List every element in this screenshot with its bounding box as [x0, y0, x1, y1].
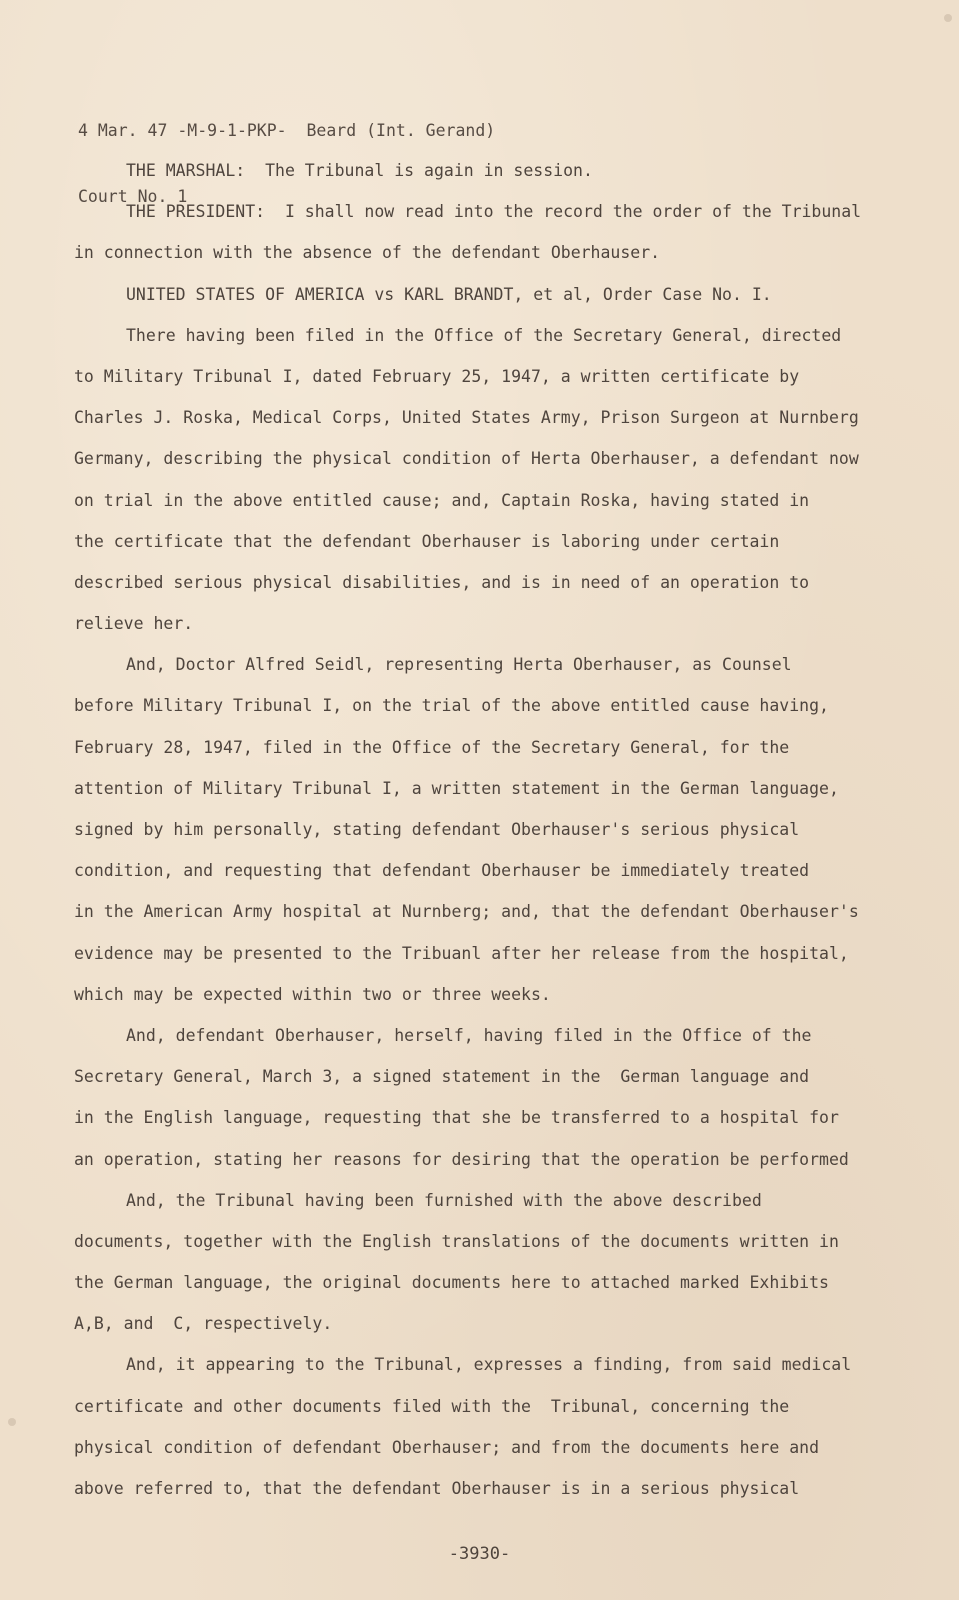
- transcript-line: in the English language, requesting that she be transferred to a hospital for: [74, 1108, 839, 1128]
- punch-mark: [8, 1418, 16, 1426]
- transcript-line: to Military Tribunal I, dated February 25, 1947, a written certificate by: [74, 366, 800, 386]
- transcript-line: described serious physical disabilities, and is in need of an operation to: [74, 572, 810, 592]
- transcript-line: And, Doctor Alfred Seidl, representing Herta Oberhauser, as Counsel: [126, 655, 792, 675]
- transcript-line: the certificate that the defendant Oberhauser is laboring under certain: [74, 531, 780, 551]
- transcript-line: condition, and requesting that defendant Oberhauser be immediately treated: [74, 861, 810, 881]
- transcript-line: certificate and other documents filed with the Tribunal, concerning the: [74, 1396, 790, 1416]
- page-number: -3930-: [448, 1544, 511, 1564]
- transcript-body: [74, 150, 884, 1509]
- transcript-line: UNITED STATES OF AMERICA vs KARL BRANDT, et al, Order Case No. I.: [126, 284, 772, 304]
- transcript-line: physical condition of defendant Oberhauser; and from the documents here and: [74, 1437, 820, 1457]
- punch-mark: [944, 14, 952, 22]
- transcript-line: the German language, the original documents here to attached marked Exhibits: [74, 1273, 829, 1293]
- transcript-line: an operation, stating her reasons for desiring that the operation be performed: [74, 1149, 849, 1169]
- transcript-line: Charles J. Roska, Medical Corps, United States Army, Prison Surgeon at Nurnberg: [74, 408, 859, 428]
- transcript-line: There having been filed in the Office of the Secretary General, directed: [126, 325, 842, 345]
- transcript-line: THE PRESIDENT: I shall now read into the record the order of the Tribunal: [126, 202, 862, 222]
- transcript-line: documents, together with the English translations of the documents written in: [74, 1231, 839, 1251]
- transcript-line: And, defendant Oberhauser, herself, having filed in the Office of the: [126, 1025, 812, 1045]
- transcript-line: on trial in the above entitled cause; and, Captain Roska, having stated in: [74, 490, 810, 510]
- transcript-line: And, it appearing to the Tribunal, expresses a finding, from said medical: [126, 1355, 852, 1375]
- transcript-line: Germany, describing the physical condition of Herta Oberhauser, a defendant now: [74, 449, 859, 469]
- transcript-line: which may be expected within two or three weeks.: [74, 984, 551, 1004]
- transcript-line: And, the Tribunal having been furnished with the above described: [126, 1190, 762, 1210]
- transcript-line: before Military Tribunal I, on the trial of the above entitled cause having,: [74, 696, 829, 716]
- transcript-line: Secretary General, March 3, a signed statement in the German language and: [74, 1067, 810, 1087]
- transcript-line: in connection with the absence of the defendant Oberhauser.: [74, 243, 661, 263]
- transcript-line: signed by him personally, stating defendant Oberhauser's serious physical: [74, 820, 800, 839]
- transcript-line: evidence may be presented to the Tribuanl after her release from the hospital,: [74, 943, 849, 963]
- transcript-line: attention of Military Tribunal I, a written statement in the German language,: [74, 778, 839, 798]
- transcript-line: A,B, and C, respectively.: [74, 1314, 333, 1334]
- header-date-line: 4 Mar. 47 -M-9-1-PKP- Beard (Int. Gerand): [78, 121, 496, 140]
- transcript-line: above referred to, that the defendant Oberhauser is in a serious physical: [74, 1479, 800, 1498]
- transcript-line: February 28, 1947, filed in the Office of the Secretary General, for the: [74, 737, 790, 757]
- transcript-line: in the American Army hospital at Nurnberg; and, that the defendant Oberhauser's: [74, 902, 859, 922]
- transcript-line: relieve her.: [74, 614, 194, 634]
- header-court-line: Court No. 1: [78, 187, 188, 206]
- transcript-line: THE MARSHAL: The Tribunal is again in session.: [126, 161, 593, 180]
